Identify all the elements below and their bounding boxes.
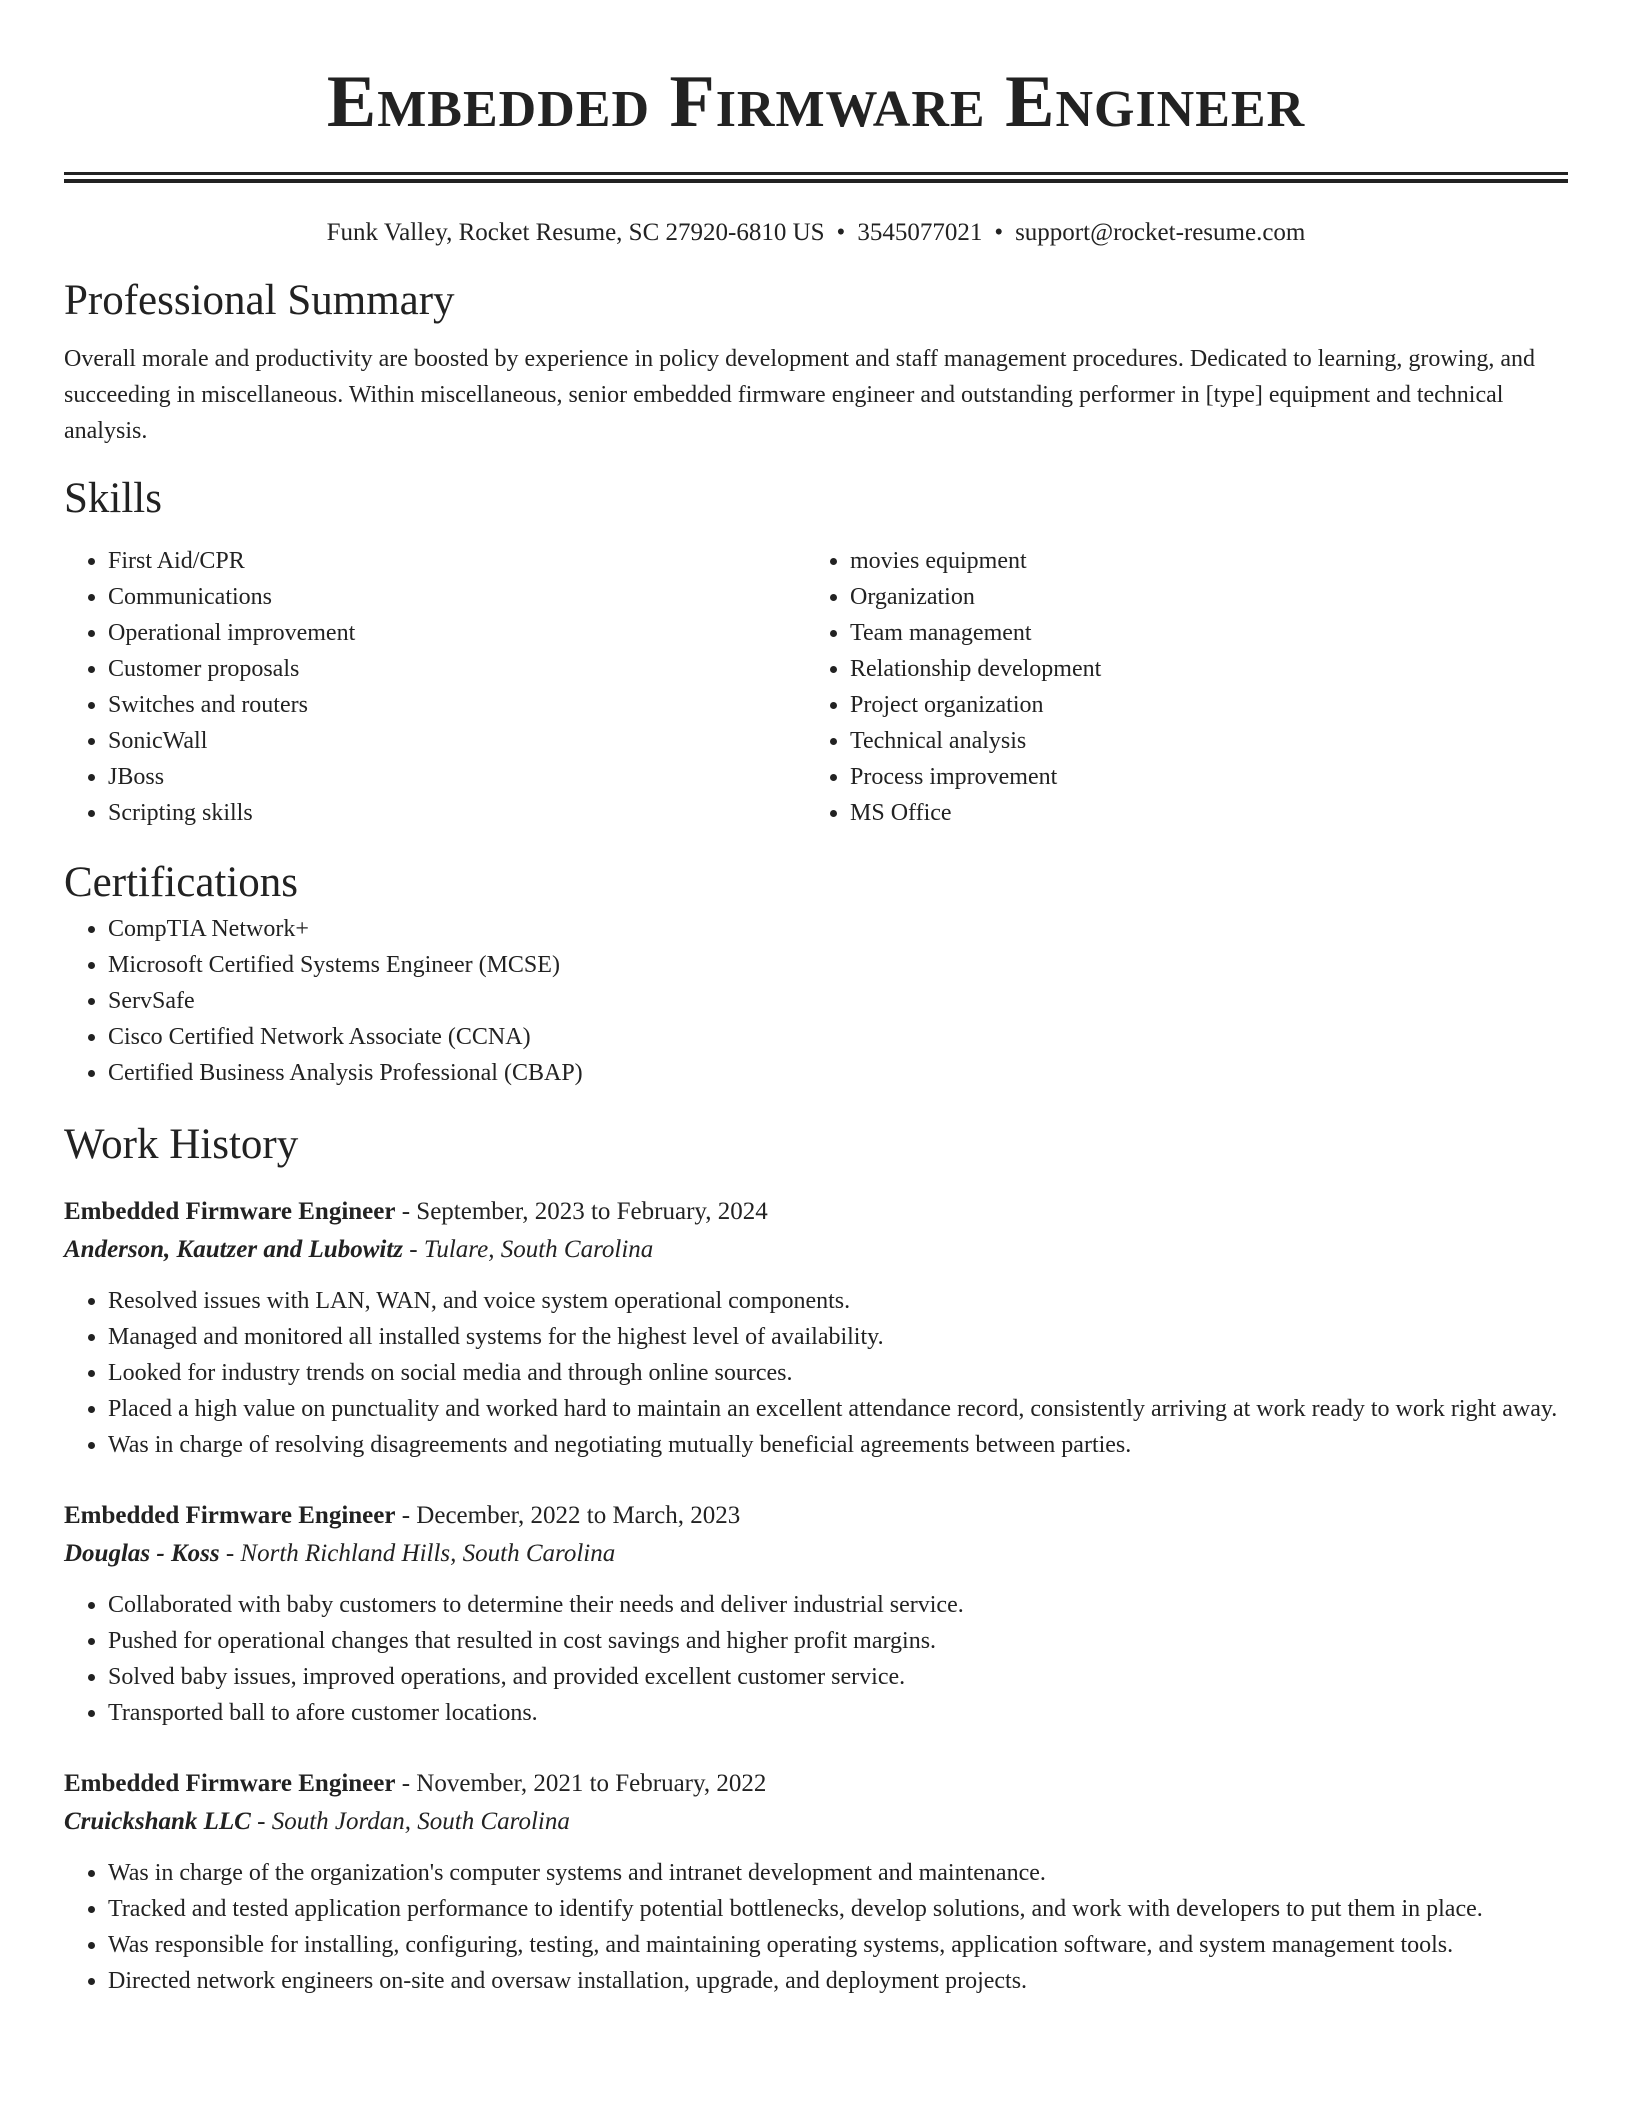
certifications-section: [64, 855, 1568, 1091]
job-company: Anderson, Kautzer and Lubowitz: [64, 1236, 403, 1263]
skill-item: • JBoss: [108, 759, 806, 795]
summary-section: [64, 273, 1568, 449]
skills-column-right: [806, 543, 1548, 831]
job-bullets: [64, 1855, 1568, 1999]
skill-item: • Team management: [850, 615, 1548, 651]
job-bullet: • Directed network engineers on-site and oversaw installation, upgrade, and deployment projects.: [108, 1963, 1568, 1999]
job-bullet: • Placed a high value on punctuality and worked hard to maintain an excellent attendance record, consistently arriving at work ready to work right away.: [108, 1391, 1568, 1427]
job-location: South Jordan, South Carolina: [271, 1808, 570, 1835]
certification-item: • ServSafe: [108, 983, 1568, 1019]
certification-item: • Microsoft Certified Systems Engineer (MCSE): [108, 947, 1568, 983]
skill-item: • MS Office: [850, 795, 1548, 831]
work-history-heading: Work History: [64, 1121, 299, 1168]
resume-name: Embedded Firmware Engineer: [326, 61, 1306, 143]
skills-heading: Skills: [64, 475, 162, 522]
job-role: Embedded Firmware Engineer: [64, 1502, 396, 1529]
summary-heading: Professional Summary: [64, 277, 455, 324]
job-dates: November, 2021 to February, 2022: [416, 1770, 767, 1797]
job-title-line: Embedded Firmware Engineer - September, 2023 to February, 2024: [64, 1198, 768, 1225]
contact-line: [64, 215, 1568, 251]
job-entry: [64, 1497, 1568, 1731]
skill-item: • Communications: [108, 579, 806, 615]
job-employer-line: Anderson, Kautzer and Lubowitz - Tulare, South Carolina: [64, 1236, 654, 1263]
skill-item: • SonicWall: [108, 723, 806, 759]
job-bullet: • Was responsible for installing, configuring, testing, and maintaining operating systems, application software, and system management tools.: [108, 1927, 1568, 1963]
job-role: Embedded Firmware Engineer: [64, 1198, 396, 1225]
certification-item: • Certified Business Analysis Professional (CBAP): [108, 1055, 1568, 1091]
job-bullet: • Transported ball to afore customer locations.: [108, 1695, 1568, 1731]
job-bullet: • Looked for industry trends on social media and through online sources.: [108, 1355, 1568, 1391]
job-bullets: [64, 1283, 1568, 1463]
contact-separator: •: [994, 219, 1004, 246]
contact-separator: •: [836, 219, 846, 246]
skill-item: • Relationship development: [850, 651, 1548, 687]
job-location: Tulare, South Carolina: [423, 1236, 654, 1263]
job-bullet: • Was in charge of resolving disagreements and negotiating mutually beneficial agreements between parties.: [108, 1427, 1568, 1463]
skill-item: • Customer proposals: [108, 651, 806, 687]
job-bullets: [64, 1587, 1568, 1731]
certifications-heading: Certifications: [64, 859, 299, 906]
job-company: Cruickshank LLC: [64, 1808, 251, 1835]
certification-item: • Cisco Certified Network Associate (CCNA): [108, 1019, 1568, 1055]
job-bullet: • Resolved issues with LAN, WAN, and voice system operational components.: [108, 1283, 1568, 1319]
job-employer-line: Cruickshank LLC - South Jordan, South Carolina: [64, 1808, 570, 1835]
job-company: Douglas - Koss: [64, 1540, 220, 1567]
job-entry: [64, 1193, 1568, 1463]
job-role: Embedded Firmware Engineer: [64, 1770, 396, 1797]
skill-item: • Switches and routers: [108, 687, 806, 723]
job-employer-line: Douglas - Koss - North Richland Hills, South Carolina: [64, 1540, 616, 1567]
certification-item: • CompTIA Network+: [108, 911, 1568, 947]
certifications-list: [64, 911, 1568, 1091]
job-bullet: • Collaborated with baby customers to determine their needs and deliver industrial service.: [108, 1587, 1568, 1623]
job-bullet: • Tracked and tested application performance to identify potential bottlenecks, develop solutions, and work with developers to put them in place.: [108, 1891, 1568, 1927]
skills-grid: [64, 543, 1568, 831]
job-bullet: • Pushed for operational changes that resulted in cost savings and higher profit margins.: [108, 1623, 1568, 1659]
skill-item: • Project organization: [850, 687, 1548, 723]
skill-item: • Technical analysis: [850, 723, 1548, 759]
skill-item: • Organization: [850, 579, 1548, 615]
skills-section: [64, 471, 1568, 831]
skills-column-left: [64, 543, 806, 831]
contact-email: support@rocket-resume.com: [1015, 219, 1306, 246]
summary-text: Overall morale and productivity are boosted by experience in policy development and staff management procedures. Dedicated to learning, growing, and succeeding in miscellaneous. Within miscellaneous, senior embedded firmware engineer and outstanding performer in [type] equipment and technical analysis.: [64, 346, 1536, 444]
job-title-line: Embedded Firmware Engineer - November, 2021 to February, 2022: [64, 1770, 767, 1797]
job-entry: [64, 1765, 1568, 1999]
skills-list-right: [806, 543, 1548, 831]
skills-list-left: [64, 543, 806, 831]
header-double-rule: [64, 172, 1568, 183]
job-bullet: • Solved baby issues, improved operations, and provided excellent customer service.: [108, 1659, 1568, 1695]
skill-item: • Process improvement: [850, 759, 1548, 795]
skill-item: • First Aid/CPR: [108, 543, 806, 579]
skill-item: • movies equipment: [850, 543, 1548, 579]
job-title-line: Embedded Firmware Engineer - December, 2022 to March, 2023: [64, 1502, 741, 1529]
job-bullet: • Was in charge of the organization's computer systems and intranet development and maintenance.: [108, 1855, 1568, 1891]
job-location: North Richland Hills, South Carolina: [240, 1540, 616, 1567]
contact-phone: 3545077021: [857, 219, 983, 246]
skill-item: • Scripting skills: [108, 795, 806, 831]
job-dates: September, 2023 to February, 2024: [416, 1198, 768, 1225]
contact-address: Funk Valley, Rocket Resume, SC 27920-6810 US: [326, 219, 825, 246]
work-history-section: [64, 1117, 1568, 1999]
job-dates: December, 2022 to March, 2023: [416, 1502, 741, 1529]
skill-item: • Operational improvement: [108, 615, 806, 651]
job-bullet: • Managed and monitored all installed systems for the highest level of availability.: [108, 1319, 1568, 1355]
